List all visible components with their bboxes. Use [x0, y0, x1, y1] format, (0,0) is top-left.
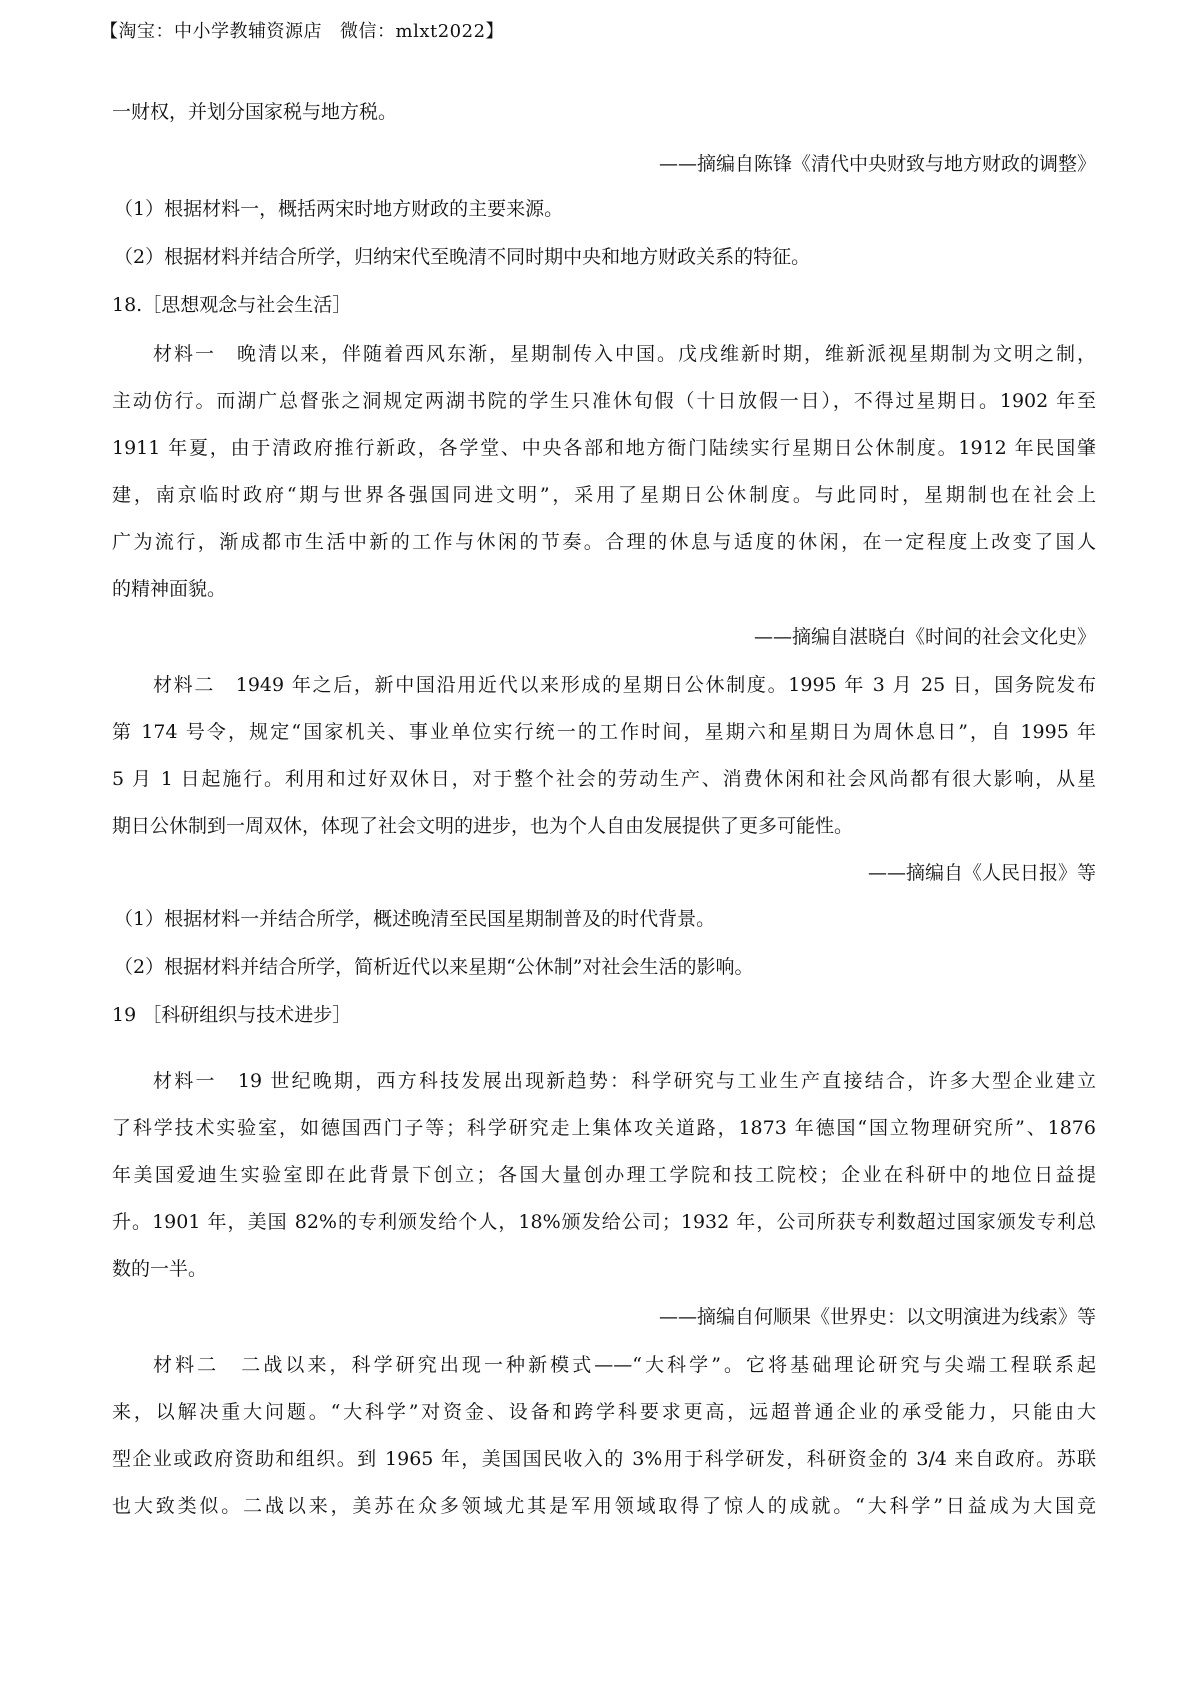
- q19-m2-line: 型企业或政府资助和组织。到 1965 年，美国国民收入的 3%用于科学研发，科研资金的 3/4 来自政府。苏联: [112, 1448, 1096, 1470]
- header-wechat: 微信：mlxt2022】: [340, 21, 505, 42]
- q18-m1-line: 1911 年夏，由于清政府推行新政，各学堂、中央各部和地方衙门陆续实行星期日公休制度。1912 年民国肇: [112, 437, 1096, 459]
- q18-m2-source: ——摘编自《人民日报》等: [867, 862, 1096, 884]
- q18-m2-line: 材料二 1949 年之后，新中国沿用近代以来形成的星期日公休制度。1995 年 3 月 25 日，国务院发布: [153, 674, 1096, 696]
- q18-title: 18.［思想观念与社会生活］: [112, 294, 352, 316]
- q18-m2-line: 5 月 1 日起施行。利用和过好双休日，对于整个社会的劳动生产、消费休闲和社会风尚都有很大影响，从星: [112, 768, 1096, 790]
- q19-m1-source: ——摘编自何顺果《世界史：以文明演进为线索》等: [658, 1306, 1096, 1328]
- watermark-header: [100, 17, 504, 43]
- q19-title: 19 ［科研组织与技术进步］: [112, 1004, 352, 1026]
- q17-subquestion-2: （2）根据材料并结合所学，归纳宋代至晚清不同时期中央和地方财政关系的特征。: [114, 246, 811, 268]
- q18-m1-line: 建，南京临时政府“期与世界各强国同进文明”，采用了星期日公休制度。与此同时，星期制也在社会上: [112, 484, 1096, 506]
- q19-m1-line: 数的一半。: [112, 1258, 208, 1280]
- q19-m1-line: 材料一 19 世纪晚期，西方科技发展出现新趋势：科学研究与工业生产直接结合，许多大型企业建立: [153, 1070, 1096, 1092]
- q19-m2-line: 来，以解决重大问题。“大科学”对资金、设备和跨学科要求更高，远超普通企业的承受能力，只能由大: [112, 1401, 1096, 1423]
- q18-m1-line: 材料一 晚清以来，伴随着西风东渐，星期制传入中国。戊戌维新时期，维新派视星期制为文明之制，: [153, 343, 1096, 365]
- q19-m2-line: 材料二 二战以来，科学研究出现一种新模式——“大科学”。它将基础理论研究与尖端工程联系起: [153, 1354, 1096, 1376]
- q18-subquestion-2: （2）根据材料并结合所学，简析近代以来星期“公休制”对社会生活的影响。: [114, 956, 754, 978]
- q18-subquestion-1: （1）根据材料一并结合所学，概述晚清至民国星期制普及的时代背景。: [114, 908, 716, 930]
- q18-m2-line: 第 174 号令，规定“国家机关、事业单位实行统一的工作时间，星期六和星期日为周休息日”，自 1995 年: [112, 721, 1096, 743]
- q18-m1-line: 的精神面貌。: [112, 578, 227, 600]
- header-shop: 【淘宝：中小学教辅资源店: [100, 21, 322, 42]
- q17-source: ——摘编自陈锋《清代中央财致与地方财政的调整》: [658, 153, 1096, 175]
- q17-continuation: 一财权，并划分国家税与地方税。: [112, 101, 398, 123]
- q17-subquestion-1: （1）根据材料一，概括两宋时地方财政的主要来源。: [114, 198, 564, 220]
- q18-m1-line: 主动仿行。而湖广总督张之洞规定两湖书院的学生只准休旬假（十日放假一日），不得过星期日。1902 年至: [112, 390, 1096, 412]
- q18-m1-line: 广为流行，渐成都市生活中新的工作与休闲的节奏。合理的休息与适度的休闲，在一定程度上改变了国人: [112, 531, 1096, 553]
- q19-m1-line: 升。1901 年，美国 82%的专利颁发给个人，18%颁发给公司；1932 年，公司所获专利数超过国家颁发专利总: [112, 1211, 1096, 1233]
- q19-m1-line: 年美国爱迪生实验室即在此背景下创立；各国大量创办理工学院和技工院校；企业在科研中的地位日益提: [112, 1164, 1096, 1186]
- q18-m2-line: 期日公休制到一周双休，体现了社会文明的进步，也为个人自由发展提供了更多可能性。: [112, 815, 854, 837]
- q18-m1-source: ——摘编自湛晓白《时间的社会文化史》: [753, 626, 1096, 648]
- q19-m2-line: 也大致类似。二战以来，美苏在众多领域尤其是军用领域取得了惊人的成就。“大科学”日益成为大国竞: [112, 1495, 1096, 1517]
- q19-m1-line: 了科学技术实验室，如德国西门子等；科学研究走上集体攻关道路，1873 年德国“国立物理研究所”、1876: [112, 1117, 1096, 1139]
